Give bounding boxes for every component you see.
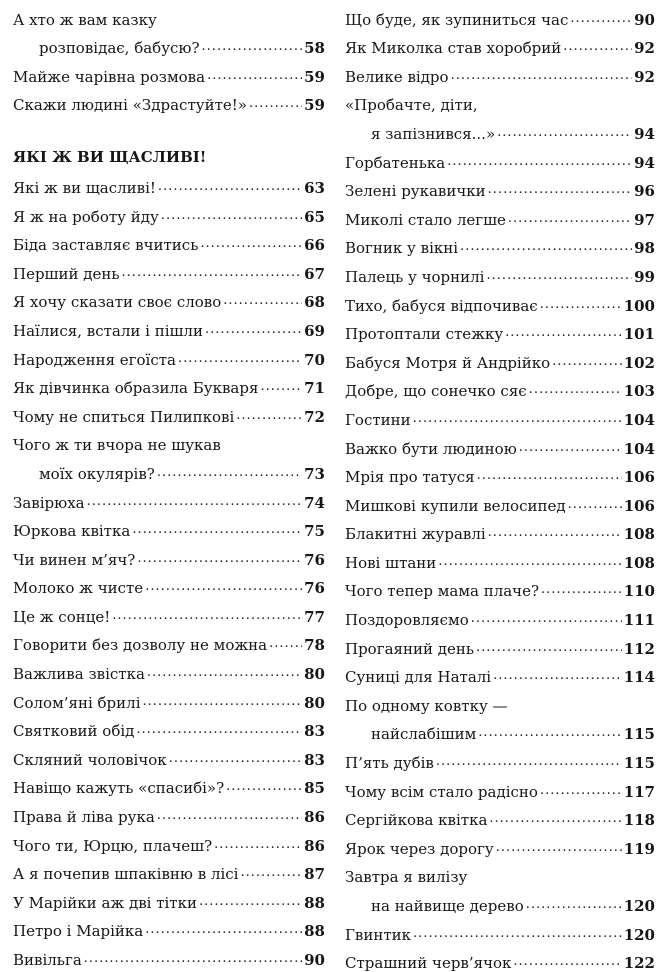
entry-title: Прогаяний день [345,639,475,658]
dot-leader [178,352,302,366]
page-number: 73 [304,464,325,483]
entry-title: Петро і Марійка [13,922,144,941]
dot-leader [87,495,303,509]
toc-entry [13,569,325,598]
toc-entry [345,629,655,658]
dot-leader [214,838,302,852]
page-number: 106 [623,496,655,515]
toc-entry [13,654,325,683]
page-number: 106 [623,468,655,487]
toc-entry [345,886,655,915]
dot-leader [493,669,622,683]
toc-entry [345,915,655,944]
toc-entry [13,426,325,455]
entry-title: Завтра я вилізу [345,868,468,887]
toc-entry [13,740,325,769]
toc-entry [345,743,655,772]
dot-leader [552,355,622,369]
page-number: 75 [304,522,325,541]
toc-entry [13,512,325,541]
page-number: 94 [634,153,655,172]
dot-leader [169,752,302,766]
dot-leader [526,898,622,912]
toc-entry [13,826,325,855]
toc-entry [345,315,655,344]
dot-leader [513,955,621,969]
entry-title: Тихо, бабуся відпочиває [345,296,538,315]
toc-entry [13,340,325,369]
entry-title: Я ж на роботу йду [13,207,159,226]
page-number: 80 [304,693,325,712]
entry-title: Скажи людині «Здрастуйте!» [13,96,247,115]
toc-entry [13,168,325,197]
entry-title: Гостини [345,410,411,429]
toc-entry [345,772,655,801]
entry-title: Чи винен м’яч? [13,550,136,569]
entry-title: Солом’яні брилі [13,693,141,712]
section-heading [13,126,325,168]
toc-entry [345,801,655,830]
page-number: 59 [304,67,325,86]
toc-entry [345,400,655,429]
page-number: 90 [304,951,325,969]
toc-entry [13,57,325,86]
entry-title: «Пробачте, діти, [345,96,478,115]
entry-title: Вогник у вікні [345,239,459,258]
entry-title: Поздоровляємо [345,611,469,630]
toc-entry [13,311,325,340]
page-number: 76 [304,579,325,598]
page-number: 96 [634,182,655,201]
page-number: 103 [623,382,655,401]
page-number: 104 [623,410,655,429]
toc-entry [345,829,655,858]
toc-left-column [13,0,325,969]
entry-title: Блакитні журавлі [345,525,486,544]
page-number: 114 [623,668,655,687]
dot-leader [145,580,302,594]
entry-title: Велике відро [345,67,449,86]
entry-title: Сергійкова квітка [345,811,488,830]
toc-entry [13,197,325,226]
toc-entry [13,940,325,969]
dot-leader [161,209,302,223]
page-number: 119 [623,839,655,858]
dot-leader [460,240,632,254]
dot-leader [260,380,302,394]
entry-title: Наїлися, встали і пішли [13,321,203,340]
dot-leader [249,97,302,111]
toc-entry [345,658,655,687]
page-number: 94 [634,124,655,143]
dot-leader [477,469,622,483]
dot-leader [413,412,622,426]
toc-entry [345,200,655,229]
entry-title: Нові штани [345,553,437,572]
entry-title: Чому не спиться Пилипкові [13,407,235,426]
page-number: 87 [304,865,325,884]
page-number: 90 [634,10,655,29]
entry-title: Чого ти, Юрцю, плачеш? [13,836,213,855]
toc-entry [345,86,655,115]
toc-entry [345,286,655,315]
page-number: 92 [634,39,655,58]
dot-leader [438,555,621,569]
entry-title: моїх окулярів? [39,464,155,483]
dot-leader [136,723,302,737]
entry-title: Навіщо кажуть «спасибі»? [13,779,225,798]
page-number: 102 [623,353,655,372]
dot-leader [570,12,632,26]
entry-title: Протоптали стежку [345,325,504,344]
dot-leader [436,755,622,769]
toc-entry [345,715,655,744]
toc-entry [13,797,325,826]
page-number: 101 [623,325,655,344]
toc-entry [13,0,325,29]
dot-leader [226,780,302,794]
entry-title: А я почепив шпаківню в лісі [13,865,239,884]
entry-title: Як дівчинка образила Букваря [13,379,259,398]
toc-entry [13,283,325,312]
toc-entry [345,0,655,29]
entry-title: Важко бути людиною [345,439,517,458]
entry-title: Бабуся Мотря й Андрійко [345,353,551,372]
entry-title: Вивільга [13,951,82,969]
toc-entry [345,429,655,458]
dot-leader [471,612,622,626]
toc-entry [345,858,655,887]
dot-leader [157,809,302,823]
page-number: 68 [304,293,325,312]
dot-leader [137,552,302,566]
dot-leader [496,841,622,855]
toc-entry [345,143,655,172]
toc-entry [13,86,325,115]
dot-leader [505,326,622,340]
toc-entry [13,29,325,58]
entry-title: Біда заставляє вчитись [13,236,199,255]
entry-title: Миколі стало легше [345,210,506,229]
dot-leader [497,126,632,140]
entry-title: Палець у чорнилі [345,267,485,286]
entry-title: А хто ж вам казку [13,10,157,29]
page-number: 88 [304,893,325,912]
page-number: 120 [623,925,655,944]
toc-entry [13,540,325,569]
entry-title: найслабішим [371,725,477,744]
entry-title: Перший день [13,264,120,283]
toc-entry [13,855,325,884]
dot-leader [157,466,302,480]
toc-entry [345,572,655,601]
page-number: 99 [634,267,655,286]
toc-entry [13,597,325,626]
toc-entry [13,683,325,712]
toc-entry [345,486,655,515]
page-number: 69 [304,321,325,340]
page-number: 86 [304,808,325,827]
entry-title: Добре, що сонечко сяє [345,382,527,401]
entry-title: Юркова квітка [13,522,131,541]
entry-title: Мишкові купили велосипед [345,496,566,515]
page-number: 110 [623,582,655,601]
page-number: 112 [623,639,655,658]
entry-title: Що буде, як зупиниться час [345,10,569,29]
page-number: 122 [623,954,655,972]
entry-title: Мрія про татуся [345,468,475,487]
toc-entry [345,172,655,201]
dot-leader [145,923,302,937]
page-number: 86 [304,836,325,855]
page-number: 78 [304,636,325,655]
entry-title: Важлива звістка [13,665,145,684]
toc-entry [13,626,325,655]
page-number: 76 [304,550,325,569]
toc-entry [345,458,655,487]
entry-title: я запізнився...» [371,124,496,143]
toc-entry [345,343,655,372]
page-number: 108 [623,525,655,544]
entry-title: на найвище дерево [371,897,524,915]
dot-leader [207,69,302,83]
entry-title: Ярок через дорогу [345,839,494,858]
entry-title: Суниці для Наталі [345,668,492,687]
page-number: 117 [623,782,655,801]
entry-title: розповідає, бабусю? [39,39,200,58]
page-number: 100 [623,296,655,315]
page-number: 80 [304,665,325,684]
dot-leader [84,952,302,966]
dot-leader [541,583,622,597]
dot-leader [451,69,633,83]
entry-title: Чого ж ти вчора не шукав [13,436,221,455]
entry-title: Горбатенька [345,153,446,172]
dot-leader [447,155,632,169]
page-number: 71 [304,379,325,398]
entry-title: Скляний чоловічок [13,750,167,769]
entry-title: Святковий обід [13,722,135,741]
toc-entry [13,483,325,512]
dot-leader [508,212,632,226]
toc-entry [345,600,655,629]
page-number: 74 [304,493,325,512]
page-number: 77 [304,607,325,626]
dot-leader [240,866,302,880]
toc-entry [13,369,325,398]
dot-leader [519,441,622,455]
entry-title: Зелені рукавички [345,182,486,201]
dot-leader [413,927,622,941]
entry-title: Гвинтик [345,925,412,944]
dot-leader [202,40,303,54]
toc-right-column [345,0,655,972]
toc-entry [345,944,655,972]
toc-entry [13,226,325,255]
dot-leader [236,409,302,423]
page-number: 83 [304,722,325,741]
page-number: 115 [623,725,655,744]
toc-entry [345,686,655,715]
dot-leader [269,637,302,651]
section-heading-text: ЯКІ Ж ВИ ЩАСЛИВІ! [13,148,207,167]
dot-leader [132,523,302,537]
entry-title: Говорити без дозволу не можна [13,636,268,655]
dot-leader [158,180,302,194]
dot-leader [476,641,622,655]
entry-title: Народження егоїста [13,350,177,369]
heading-spacer [13,114,325,126]
toc-entry [13,254,325,283]
page-number: 67 [304,264,325,283]
toc-entry [345,372,655,401]
dot-leader [489,812,621,826]
entry-title: По одному ковтку — [345,696,508,715]
toc-entry [345,29,655,58]
toc-entry [345,57,655,86]
page-number: 59 [304,96,325,115]
page-number: 104 [623,439,655,458]
page-number: 70 [304,350,325,369]
dot-leader [563,40,632,54]
toc-entry [345,114,655,143]
dot-leader [199,895,302,909]
entry-title: Чому всім стало радісно [345,782,538,801]
dot-leader [143,695,303,709]
entry-title: Страшний черв’ячок [345,954,512,972]
page-number: 88 [304,922,325,941]
page-number: 65 [304,207,325,226]
page-number: 98 [634,239,655,258]
entry-title: Завірюха [13,493,85,512]
toc-entry [13,883,325,912]
entry-title: У Марійки аж дві тітки [13,893,197,912]
page-number: 63 [304,178,325,197]
entry-title: Це ж сонце! [13,607,111,626]
toc-entry [345,543,655,572]
page-number: 108 [623,553,655,572]
page-number: 115 [623,754,655,773]
page-number: 72 [304,407,325,426]
dot-leader [223,294,302,308]
page-number: 118 [623,811,655,830]
toc-entry [13,712,325,741]
entry-title: Майже чарівна розмова [13,67,206,86]
entry-title: П’ять дубів [345,754,434,773]
dot-leader [200,237,302,251]
dot-leader [568,498,622,512]
page-number: 92 [634,67,655,86]
dot-leader [486,269,632,283]
page-number: 120 [623,897,655,915]
toc-entry [13,912,325,941]
entry-title: Молоко ж чисте [13,579,144,598]
entry-title: Я хочу сказати своє слово [13,293,222,312]
toc-entry [13,454,325,483]
toc-entry [345,257,655,286]
dot-leader [112,609,302,623]
dot-leader [488,183,632,197]
page-number: 83 [304,750,325,769]
dot-leader [205,323,302,337]
toc-entry [345,229,655,258]
dot-leader [478,726,621,740]
page-number: 85 [304,779,325,798]
entry-title: Як Миколка став хоробрий [345,39,562,58]
page-number: 66 [304,236,325,255]
dot-leader [147,666,302,680]
entry-title: Які ж ви щасливі! [13,178,156,197]
dot-leader [488,526,622,540]
entry-title: Чого тепер мама плаче? [345,582,539,601]
toc-entry [13,397,325,426]
page-number: 97 [634,210,655,229]
entry-title: Права й ліва рука [13,808,155,827]
page-number: 58 [304,39,325,58]
page-number: 111 [623,611,655,630]
dot-leader [540,298,622,312]
dot-leader [540,784,622,798]
toc-entry [345,515,655,544]
toc-entry [13,769,325,798]
dot-leader [529,383,622,397]
dot-leader [122,266,303,280]
